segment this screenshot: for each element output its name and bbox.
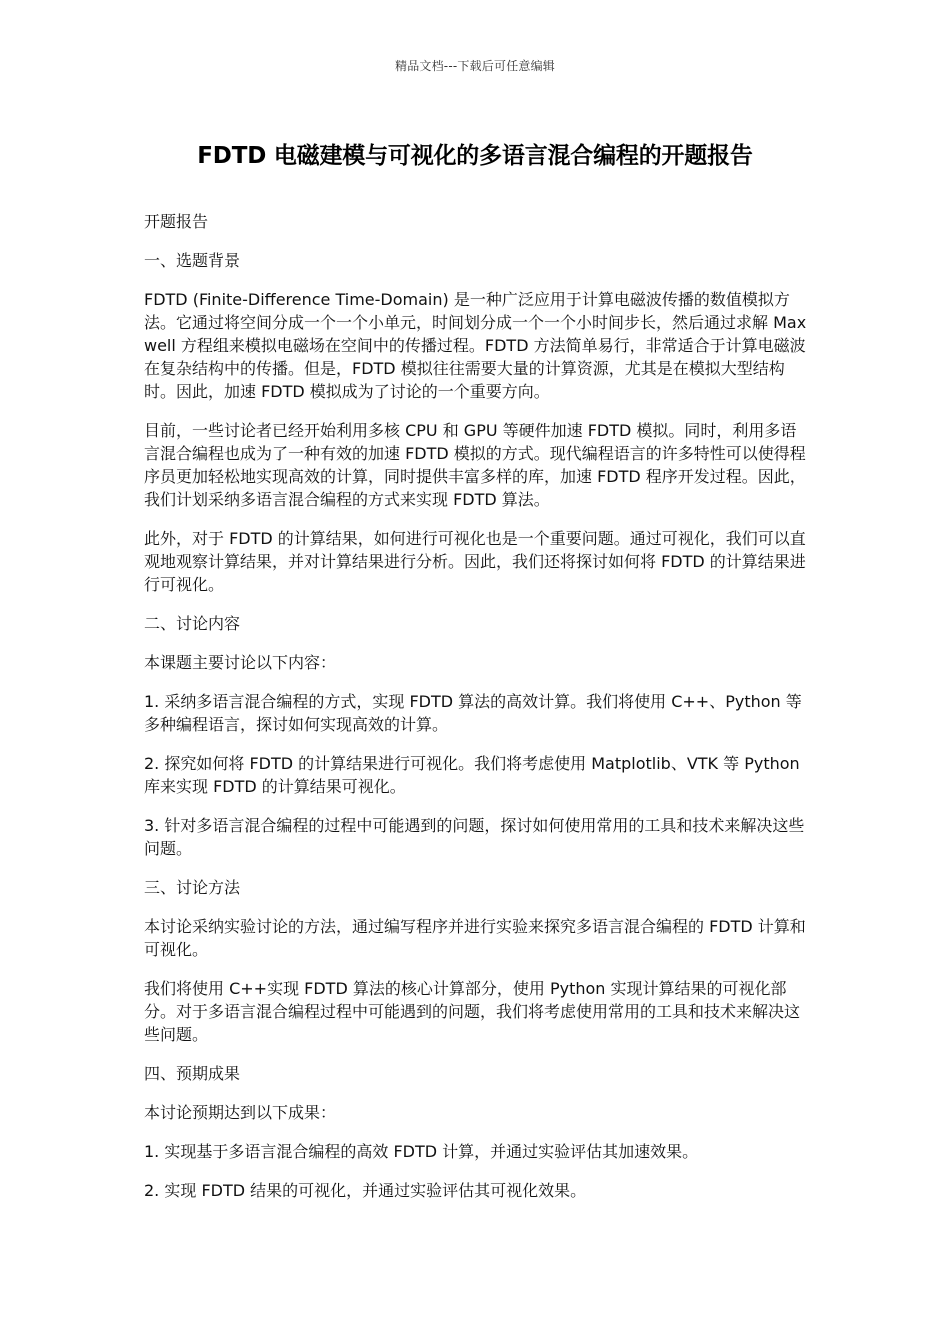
section-3-paragraph-2: 我们将使用 C++实现 FDTD 算法的核心计算部分，使用 Python 实现计算结果的可视化部分。对于多语言混合编程过程中可能遇到的问题，我们将考虑使用常用的工具和技术来解决这些问题。	[144, 979, 801, 1044]
section-4-heading: 四、预期成果	[144, 1064, 241, 1083]
section-1-paragraph-1: FDTD (Finite-Difference Time-Domain) 是一种广泛应用于计算电磁波传播的数值模拟方法。它通过将空间分成一个一个小单元，时间划分成一个一个小时间步长，然后通过求解 Maxwell 方程组来模拟电磁场在空间中的传播过程。FDTD 方法简单易行，非常适合于计算电磁波在复杂结构中的传播。但是，FDTD 模拟往往需要大量的计算资源，尤其是在模拟大型结构时。因此，加速 FDTD 模拟成为了讨论的一个重要方向。	[144, 290, 807, 401]
page-header-note: 精品文档---下载后可任意编辑	[395, 59, 555, 73]
section-1-paragraph-3: 此外，对于 FDTD 的计算结果，如何进行可视化也是一个重要问题。通过可视化，我们可以直观地观察计算结果，并对计算结果进行分析。因此，我们还将探讨如何将 FDTD 的计算结果进行可视化。	[144, 529, 806, 594]
section-2-item-1: 1. 采纳多语言混合编程的方式，实现 FDTD 算法的高效计算。我们将使用 C++、Python 等多种编程语言，探讨如何实现高效的计算。	[144, 692, 802, 734]
section-3-paragraph-1: 本讨论采纳实验讨论的方法，通过编写程序并进行实验来探究多语言混合编程的 FDTD 计算和可视化。	[144, 917, 806, 959]
document-body	[144, 210, 809, 1218]
section-2-item-3: 3. 针对多语言混合编程的过程中可能遇到的问题，探讨如何使用常用的工具和技术来解决这些问题。	[144, 816, 805, 858]
intro-label: 开题报告	[144, 212, 209, 231]
section-4-item-1: 1. 实现基于多语言混合编程的高效 FDTD 计算，并通过实验评估其加速效果。	[144, 1142, 699, 1161]
document-title: FDTD 电磁建模与可视化的多语言混合编程的开题报告	[197, 143, 753, 169]
section-4-item-2: 2. 实现 FDTD 结果的可视化，并通过实验评估其可视化效果。	[144, 1181, 587, 1200]
section-2-lead: 本课题主要讨论以下内容：	[144, 653, 337, 672]
section-4-lead: 本讨论预期达到以下成果：	[144, 1103, 337, 1122]
section-2-heading: 二、讨论内容	[144, 614, 241, 633]
section-2-item-2: 2. 探究如何将 FDTD 的计算结果进行可视化。我们将考虑使用 Matplotlib、VTK 等 Python 库来实现 FDTD 的计算结果可视化。	[144, 754, 800, 796]
section-3-heading: 三、讨论方法	[144, 878, 241, 897]
section-1-heading: 一、选题背景	[144, 251, 241, 270]
section-1-paragraph-2: 目前，一些讨论者已经开始利用多核 CPU 和 GPU 等硬件加速 FDTD 模拟。同时，利用多语言混合编程也成为了一种有效的加速 FDTD 模拟的方式。现代编程语言的许多特性可以使得程序员更加轻松地实现高效的计算，同时提供丰富多样的库，加速 FDTD 程序开发过程。因此，我们计划采纳多语言混合编程的方式来实现 FDTD 算法。	[144, 421, 806, 509]
